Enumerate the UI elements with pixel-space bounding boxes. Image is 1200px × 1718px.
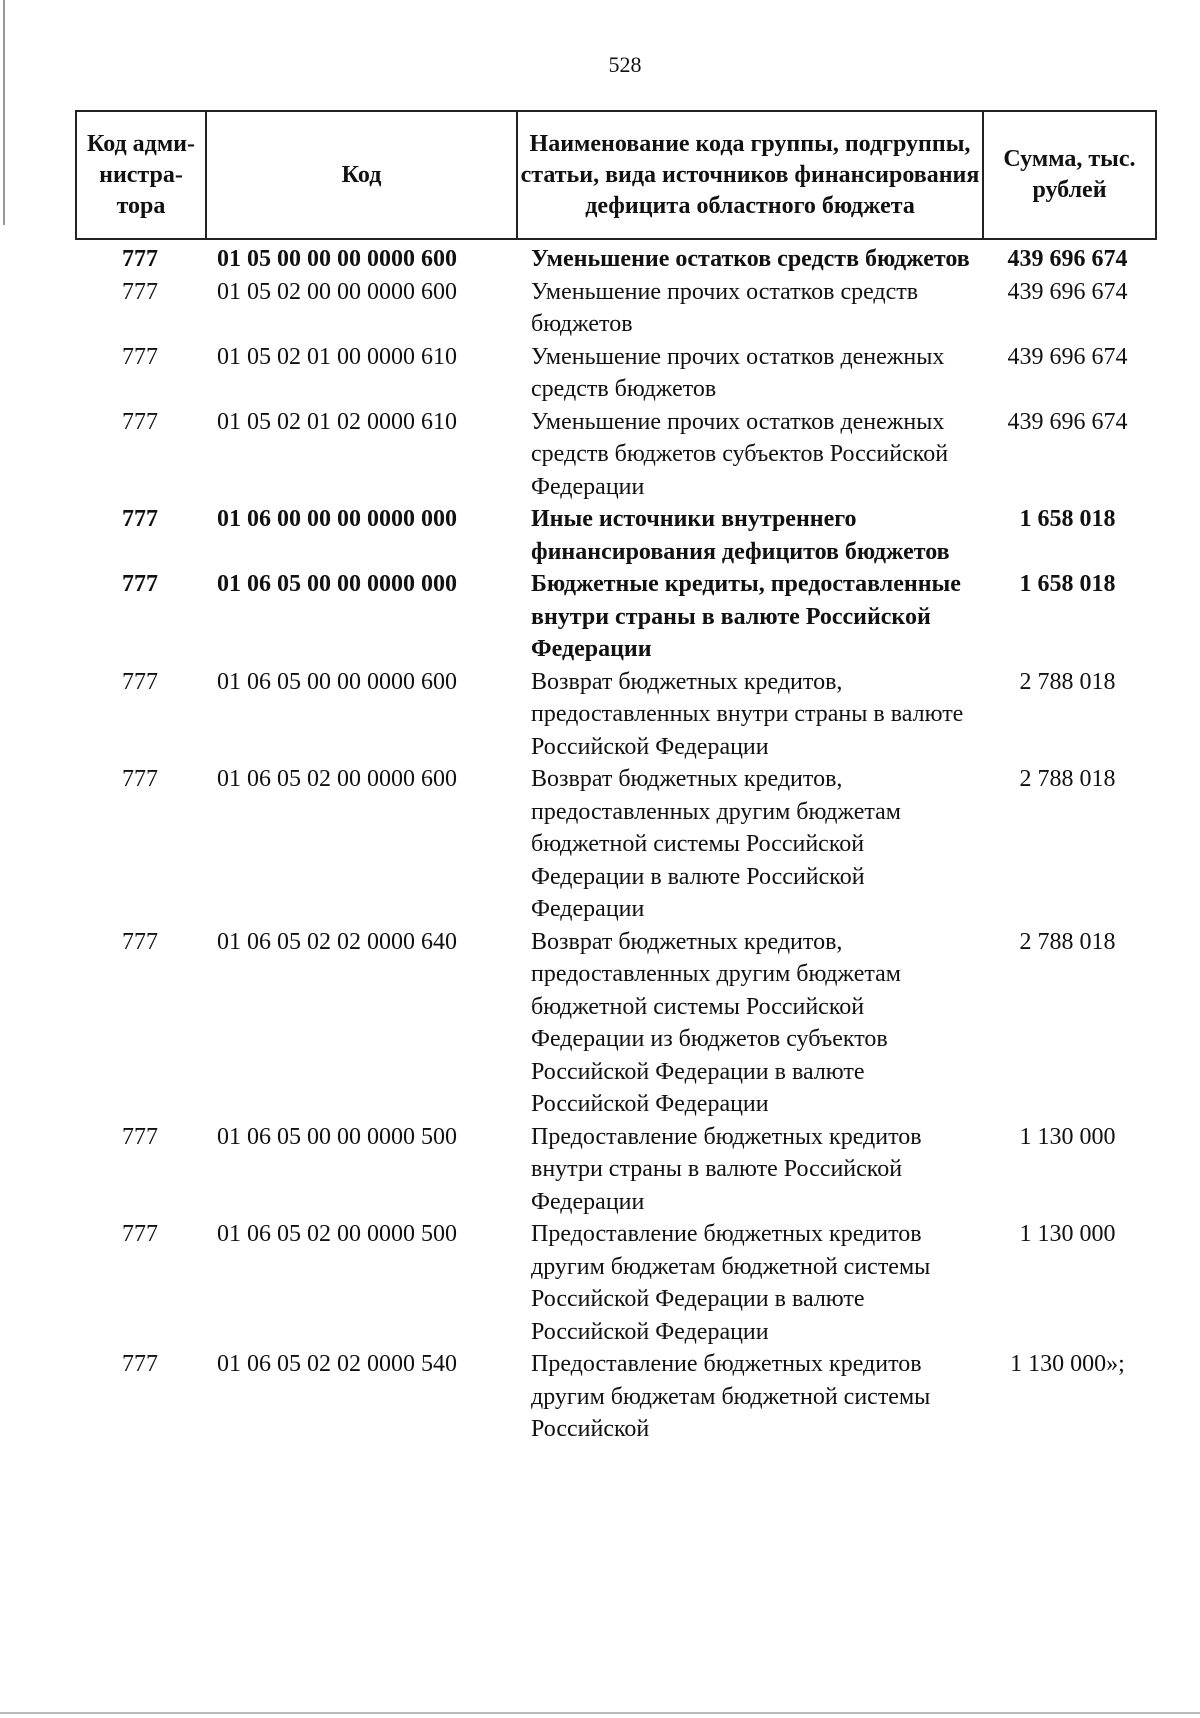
sum-cell: 1 130 000 (1019, 1123, 1116, 1150)
table-row (75, 243, 1157, 276)
code-cell: 01 06 05 02 00 0000 600 (217, 766, 457, 792)
name-cell: Иные источники внутреннего финансирования дефицитов бюджетов (531, 506, 950, 565)
admin-cell: 777 (122, 408, 158, 435)
sum-cell: 1 658 018 (1019, 506, 1116, 532)
code-cell: 01 06 05 00 00 0000 000 (217, 571, 457, 597)
sum-cell: 439 696 674 (1007, 246, 1128, 272)
admin-cell: 777 (122, 278, 158, 305)
name-cell: Предоставление бюджетных кредитов другим бюджетам бюджетной системы Российской Федерации в валюте Российской Федерации (531, 1221, 931, 1345)
admin-cell: 777 (122, 506, 158, 532)
table-row (75, 1218, 1157, 1348)
code-cell: 01 06 05 02 00 0000 500 (217, 1221, 457, 1247)
table-row (75, 568, 1157, 666)
admin-cell: 777 (122, 928, 158, 955)
admin-cell: 777 (122, 766, 158, 792)
admin-cell: 777 (122, 343, 158, 370)
sum-cell: 439 696 674 (1007, 278, 1128, 305)
code-cell: 01 06 05 02 02 0000 540 (217, 1351, 457, 1377)
name-cell: Уменьшение прочих остатков денежных средств бюджетов (531, 343, 945, 402)
sum-cell: 2 788 018 (1019, 668, 1116, 695)
code-cell: 01 05 02 00 00 0000 600 (217, 278, 457, 305)
admin-cell: 777 (122, 1221, 158, 1247)
name-cell: Бюджетные кредиты, предоставленные внутри страны в валюте Российской Федерации (531, 571, 961, 662)
name-cell: Возврат бюджетных кредитов, предоставленных другим бюджетам бюджетной системы Российской Федерации в валюте Российской Федерации (531, 766, 901, 922)
name-cell: Возврат бюджетных кредитов, предоставленных другим бюджетам бюджетной системы Российской Федерации из бюджетов субъектов Российской Федерации в валюте Российской Федерации (531, 928, 901, 1117)
name-cell: Предоставление бюджетных кредитов другим бюджетам бюджетной системы Российской (531, 1351, 931, 1442)
name-cell: Уменьшение прочих остатков средств бюджетов (531, 278, 919, 337)
header-admin-code: Код адми-нистра-тора (77, 112, 207, 238)
page-number: 528 (608, 52, 642, 77)
admin-cell: 777 (122, 668, 158, 695)
code-cell: 01 05 02 01 02 0000 610 (217, 408, 457, 435)
table-body (75, 243, 1157, 1446)
table-row (75, 276, 1157, 341)
sum-cell: 2 788 018 (1019, 766, 1116, 792)
sum-cell: 2 788 018 (1019, 928, 1116, 955)
table-row (75, 666, 1157, 764)
admin-cell: 777 (122, 246, 158, 272)
admin-cell: 777 (122, 571, 158, 597)
table-row (75, 926, 1157, 1121)
scan-bottom-line (0, 1712, 1200, 1714)
sum-cell: 1 658 018 (1019, 571, 1116, 597)
sum-cell: 1 130 000»; (1010, 1351, 1125, 1377)
table-row (75, 341, 1157, 406)
sum-cell: 439 696 674 (1007, 408, 1128, 435)
name-cell: Предоставление бюджетных кредитов внутри страны в валюте Российской Федерации (531, 1123, 922, 1215)
admin-cell: 777 (122, 1351, 158, 1377)
code-cell: 01 06 05 00 00 0000 500 (217, 1123, 457, 1150)
header-code: Код (207, 112, 518, 238)
scan-edge-line (3, 0, 5, 225)
code-cell: 01 05 02 01 00 0000 610 (217, 343, 457, 370)
table-header (75, 110, 1157, 240)
header-name: Наименование кода группы, подгруппы, статьи, вида источников финансирования дефицита областного бюджета (518, 112, 984, 238)
sum-cell: 1 130 000 (1019, 1221, 1116, 1247)
name-cell: Возврат бюджетных кредитов, предоставленных внутри страны в валюте Российской Федерации (531, 668, 964, 760)
code-cell: 01 06 00 00 00 0000 000 (217, 506, 457, 532)
header-sum: Сумма, тыс. рублей (1003, 146, 1136, 203)
table-row (75, 763, 1157, 926)
code-cell: 01 06 05 00 00 0000 600 (217, 668, 457, 695)
table-row (75, 1121, 1157, 1219)
sum-cell: 439 696 674 (1007, 343, 1128, 370)
name-cell: Уменьшение прочих остатков денежных средств бюджетов субъектов Российской Федерации (531, 408, 949, 500)
table-row (75, 503, 1157, 568)
code-cell: 01 06 05 02 02 0000 640 (217, 928, 457, 955)
code-cell: 01 05 00 00 00 0000 600 (217, 246, 457, 272)
table-row (75, 406, 1157, 504)
admin-cell: 777 (122, 1123, 158, 1150)
table-row (75, 1348, 1157, 1446)
name-cell: Уменьшение остатков средств бюджетов (531, 246, 970, 272)
